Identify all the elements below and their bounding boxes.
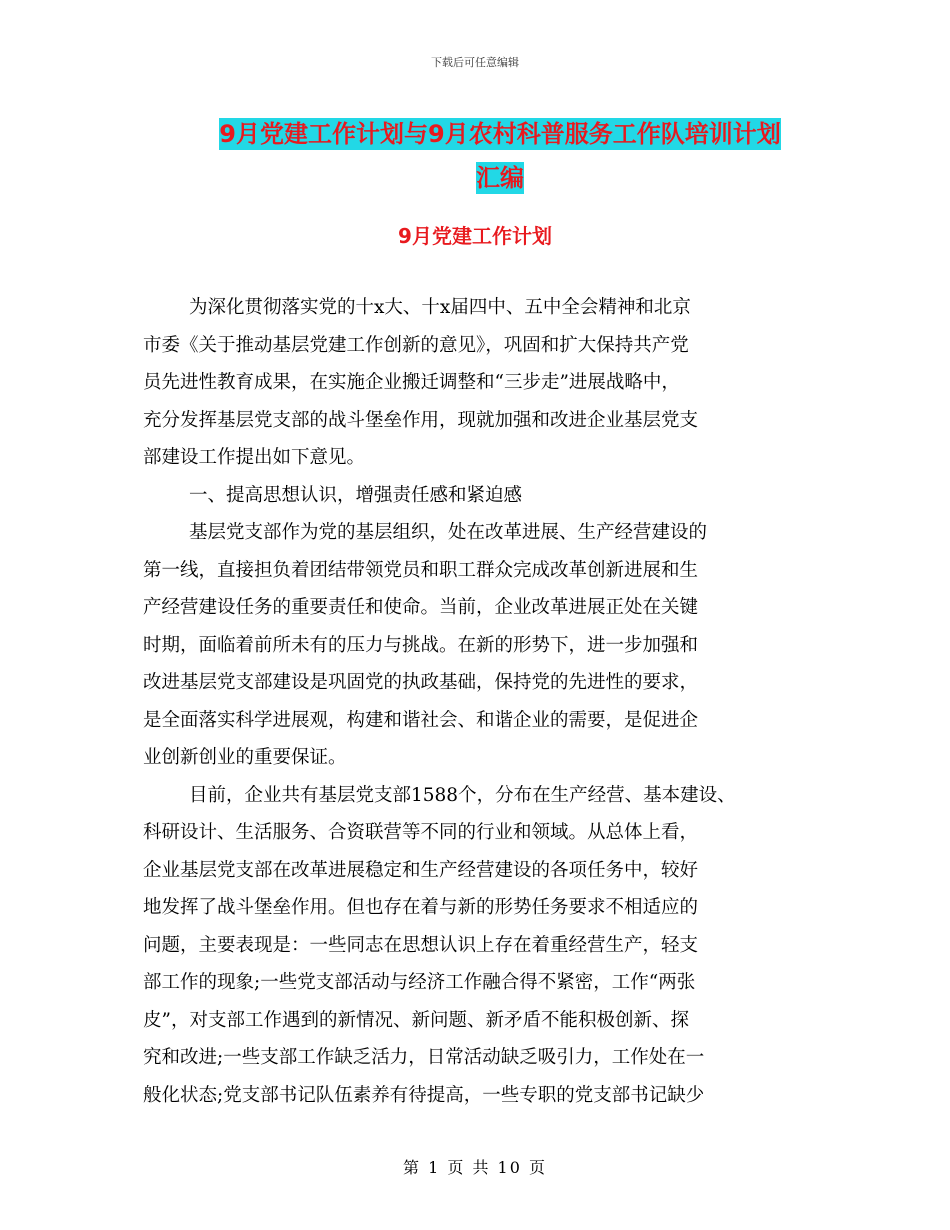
paragraph-line: 是全面落实科学进展观，构建和谐社会、和谐企业的需要，是促进企 xyxy=(143,709,699,731)
document-title-line-2: 汇编 xyxy=(476,164,524,192)
paragraph-line: 企业基层党支部在改革进展稳定和生产经营建设的各项任务中，较好 xyxy=(143,859,699,881)
paragraph-line: 市委《关于推动基层党建工作创新的意见》，巩固和扩大保持共产党 xyxy=(143,334,689,356)
paragraph-line: 问题，主要表现是：一些同志在思想认识上存在着重经营生产，轻支 xyxy=(143,934,699,956)
paragraph-line: 部工作的现象;一些党支部活动与经济工作融合得不紧密，工作“两张 xyxy=(143,972,696,993)
paragraph-line: 第一线，直接担负着团结带领党员和职工群众完成改革创新进展和生 xyxy=(143,559,699,581)
paragraph-line: 改进基层党支部建设是巩固党的执政基础，保持党的先进性的要求， xyxy=(143,672,699,693)
subheading-line: 一、提高思想认识，增强责任感和紧迫感 xyxy=(189,484,523,506)
paragraph-line: 为深化贯彻落实党的十x大、十x届四中、五中全会精神和北京 xyxy=(189,297,691,318)
paragraph-line: 地发挥了战斗堡垒作用。但也存在着与新的形势任务要求不相适应的 xyxy=(143,897,699,918)
paragraph-line: 基层党支部作为党的基层组织，处在改革进展、生产经营建设的 xyxy=(189,522,708,543)
body-text xyxy=(143,289,833,1114)
document-title-line-1: 9月党建工作计划与9月农村科普服务工作队培训计划 xyxy=(219,120,781,148)
paragraph-line: 业创新创业的重要保证。 xyxy=(143,747,347,768)
page-footer: 第 1 页 共 10 页 xyxy=(403,1158,547,1177)
paragraph-line: 科研设计、生活服务、合资联营等不同的行业和领域。从总体上看， xyxy=(143,822,699,843)
paragraph-line: 部建设工作提出如下意见。 xyxy=(143,447,366,468)
paragraph-line: 究和改进;一些支部工作缺乏活力，日常活动缺乏吸引力，工作处在一 xyxy=(143,1047,705,1068)
header-note: 下载后可任意编辑 xyxy=(431,56,519,69)
paragraph-line: 目前，企业共有基层党支部1588个，分布在生产经营、基本建设、 xyxy=(189,784,736,806)
paragraph-line: 员先进性教育成果，在实施企业搬迁调整和“三步走”进展战略中， xyxy=(143,372,680,393)
paragraph-line: 皮”，对支部工作遇到的新情况、新问题、新矛盾不能积极创新、探 xyxy=(143,1009,689,1031)
paragraph-line: 产经营建设任务的重要责任和使命。当前，企业改革进展正处在关键 xyxy=(143,597,699,618)
document-title xyxy=(100,112,900,200)
paragraph-line: 充分发挥基层党支部的战斗堡垒作用，现就加强和改进企业基层党支 xyxy=(143,409,699,431)
paragraph-line: 般化状态;党支部书记队伍素养有待提高，一些专职的党支部书记缺少 xyxy=(143,1084,705,1106)
section-title: 9月党建工作计划 xyxy=(398,224,552,248)
paragraph-line: 时期，面临着前所未有的压力与挑战。在新的形势下，进一步加强和 xyxy=(143,634,699,656)
